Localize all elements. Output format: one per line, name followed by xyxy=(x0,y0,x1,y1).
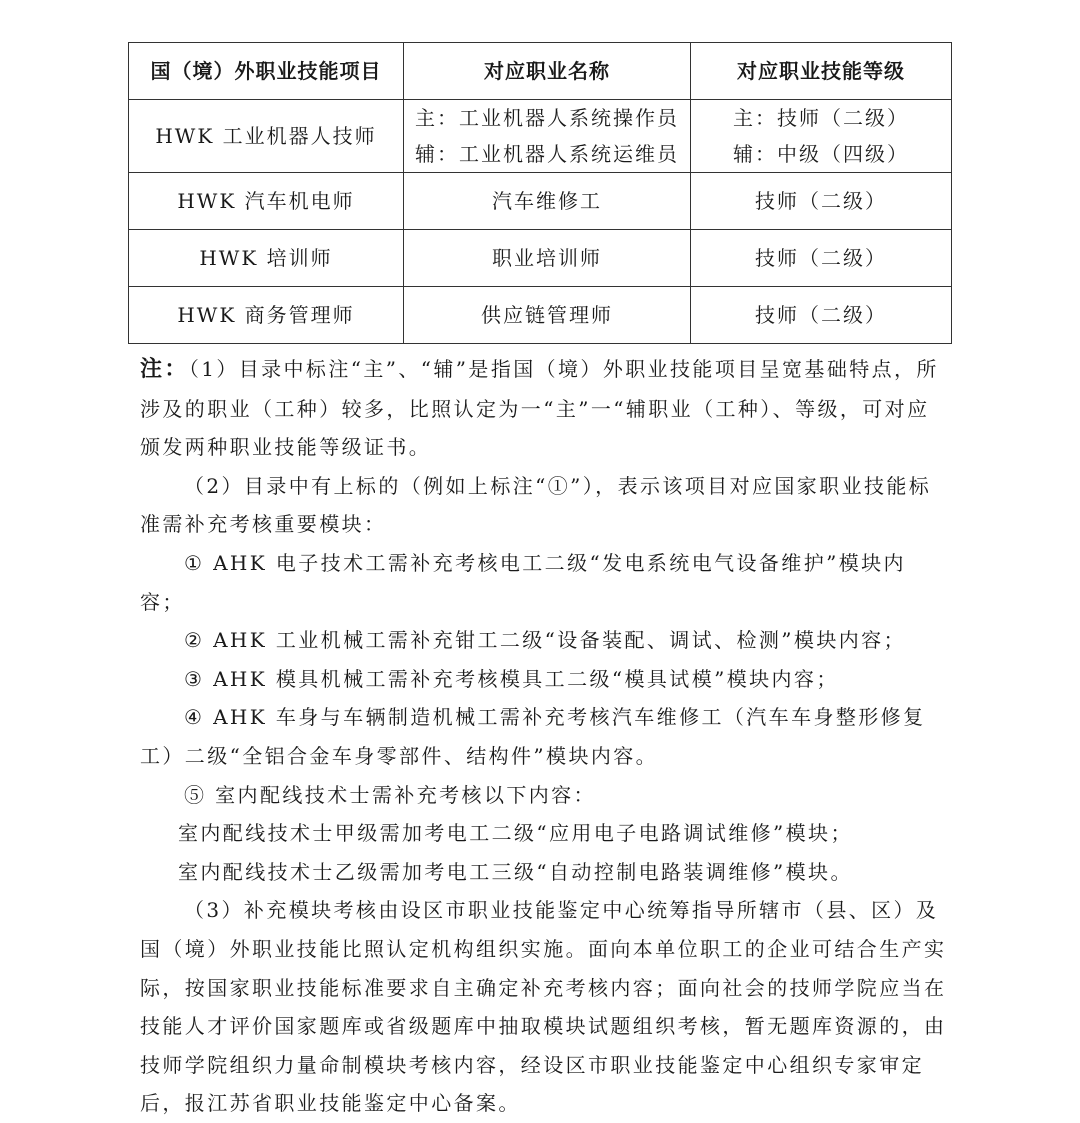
project-cell: HWK 汽车机电师 xyxy=(129,173,404,230)
table-row xyxy=(129,173,952,230)
skills-table xyxy=(128,42,952,344)
note-1 xyxy=(140,350,950,467)
table-row xyxy=(129,287,952,344)
header-level: 对应职业技能等级 xyxy=(691,43,952,100)
project-cell: HWK 工业机器人技师 xyxy=(129,100,404,173)
level-cell xyxy=(691,100,952,173)
note-item: ③ AHK 模具机械工需补充考核模具工二级“模具试模”模块内容； xyxy=(184,666,839,691)
occupation-aux: 辅：工业机器人系统运维员 xyxy=(415,142,679,166)
level-cell: 技师（二级） xyxy=(691,173,952,230)
table-header-row xyxy=(129,43,952,100)
note-item: ④ AHK 车身与车辆制造机械工需补充考核汽车维修工（汽车车身整形修复工）二级“全铝合金车身零部件、结构件”模块内容。 xyxy=(140,705,926,768)
project-cell: HWK 商务管理师 xyxy=(129,287,404,344)
occupation-cell xyxy=(404,100,691,173)
note-2-intro: （2）目录中有上标的（例如上标注“①”），表示该项目对应国家职业技能标准需补充考核重要模块： xyxy=(140,473,932,537)
level-cell: 技师（二级） xyxy=(691,230,952,287)
note-sub-item: 室内配线技术士甲级需加考电工二级“应用电子电路调试维修”模块； xyxy=(178,821,853,846)
notes-section xyxy=(140,350,950,1123)
note-sub-item: 室内配线技术士乙级需加考电工三级“自动控制电路装调维修”模块。 xyxy=(178,859,853,884)
note-label: 注： xyxy=(140,357,189,382)
level-aux: 辅：中级（四级） xyxy=(733,142,909,166)
occupation-cell: 职业培训师 xyxy=(404,230,691,287)
occupation-main: 主：工业机器人系统操作员 xyxy=(415,106,679,130)
level-cell: 技师（二级） xyxy=(691,287,952,344)
note-item: ② AHK 工业机械工需补充钳工二级“设备装配、调试、检测”模块内容； xyxy=(184,628,906,653)
note-1-text: （1）目录中标注“主”、“辅”是指国（境）外职业技能项目呈宽基础特点，所涉及的职业（工种）较多，比照认定为一“主”一“辅职业（工种）、等级，可对应颁发两种职业技能等级证书。 xyxy=(140,357,939,460)
occupation-cell: 供应链管理师 xyxy=(404,287,691,344)
occupation-cell: 汽车维修工 xyxy=(404,173,691,230)
header-occupation: 对应职业名称 xyxy=(404,43,691,100)
table-row xyxy=(129,100,952,173)
note-item: ① AHK 电子技术工需补充考核电工二级“发电系统电气设备维护”模块内容； xyxy=(140,550,906,614)
note-3: （3）补充模块考核由设区市职业技能鉴定中心统筹指导所辖市（县、区）及国（境）外职业技能比照认定机构组织实施。面向本单位职工的企业可结合生产实际，按国家职业技能标准要求自主确定补充考核内容；面向社会的技师学院应当在技能人才评价国家题库或省级题库中抽取模块试题组织考核，暂无题库资源的，由技师学院组织力量命制模块考核内容，经设区市职业技能鉴定中心组织专家审定后，报江苏省职业技能鉴定中心备案。 xyxy=(140,898,947,1116)
table-row xyxy=(129,230,952,287)
note-item: ⑤ 室内配线技术士需补充考核以下内容： xyxy=(184,782,596,807)
header-project: 国（境）外职业技能项目 xyxy=(129,43,404,100)
project-cell: HWK 培训师 xyxy=(129,230,404,287)
level-main: 主：技师（二级） xyxy=(733,106,909,130)
